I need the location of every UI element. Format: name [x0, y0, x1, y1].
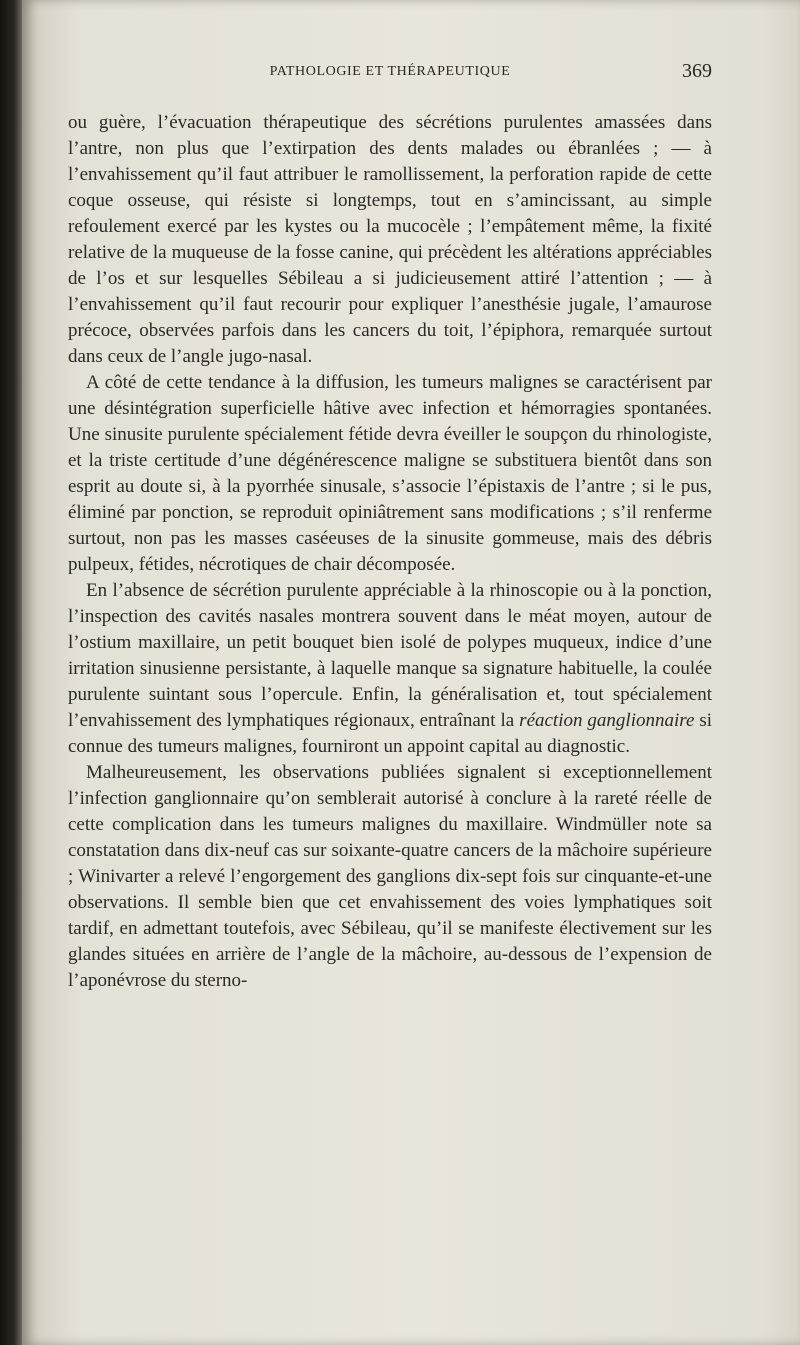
paragraph-4: Malheureusement, les observations publiées signalent si exceptionnellement l’infection ganglionnaire qu’on semblerait autorisé à conclure à la rareté réelle de cette complication dans les tumeurs malignes du maxillaire. Windmüller note sa constatation dans dix-neuf cas sur soixante-quatre cancers de la mâchoire supérieure ; Winivarter a relevé l’engorgement des ganglions dix-sept fois sur cinquante-et-une observations. Il semble bien que cet envahissement des voies lymphatiques soit tardif, en admettant toutefois, avec Sébileau, qu’il se manifeste électivement sur les glandes situées en arrière de l’angle de la mâchoire, au-dessous de l’expension de l’aponévrose du sterno-: [68, 762, 712, 991]
body-text: [68, 110, 712, 994]
book-spine: [0, 0, 22, 1345]
page-header: [68, 60, 712, 90]
running-title: PATHOLOGIE ET THÉRAPEUTIQUE: [269, 64, 511, 79]
italic-term: réaction ganglionnaire: [519, 710, 695, 731]
paragraph-3-text-before: En l’absence de sécrétion purulente appréciable à la rhinoscopie ou à la ponction, l’inspection des cavités nasales montrera souvent dans le méat moyen, autour de l’ostium maxillaire, un petit bouquet bien isolé de polypes muqueux, indice d’une irritation sinusienne persistante, à laquelle manque sa signature habituelle, la coulée purulente suintant sous l’opercule. Enfin, la généralisation et, tout spécialement l’envahissement des lymphatiques régionaux, entraînant la: [68, 580, 712, 731]
paragraph-2: A côté de cette tendance à la diffusion, les tumeurs malignes se caractérisent par une désintégration superficielle hâtive avec infection et hémorragies spontanées. Une sinusite purulente spécialement fétide devra éveiller le soupçon du rhinologiste, et la triste certitude d’une dégénérescence maligne se substituera bientôt dans son esprit au doute si, à la pyorrhée sinusale, s’associe l’épistaxis de l’antre ; si le pus, éliminé par ponction, se reproduit opiniâtrement sans modifications ; s’il renferme surtout, non pas les masses caséeuses de la sinusite gommeuse, mais des débris pulpeux, fétides, nécrotiques de chair décomposée.: [68, 372, 712, 575]
paragraph-3: [68, 578, 712, 760]
page-number: 369: [682, 60, 712, 82]
paragraph-3-text-after: si connue des tumeurs malignes, fourniront un appoint capital au diagnostic.: [68, 710, 712, 757]
paragraph-1: ou guère, l’évacuation thérapeutique des sécrétions purulentes amassées dans l’antre, non plus que l’extirpation des dents malades ou ébranlées ; — à l’envahissement qu’il faut attribuer le ramollissement, la perforation rapide de cette coque osseuse, qui résiste si longtemps, tout en s’amincissant, au simple refoulement exercé par les kystes ou la mucocèle ; l’empâtement même, la fixité relative de la muqueuse de la fosse canine, qui précèdent les altérations appréciables de l’os et sur lesquelles Sébileau a si judicieusement attiré l’attention ; — à l’envahissement qu’il faut recourir pour expliquer l’anesthésie jugale, l’amaurose précoce, observées parfois dans les cancers du toit, l’épiphora, remarquée surtout dans ceux de l’angle jugo-nasal.: [68, 112, 712, 367]
